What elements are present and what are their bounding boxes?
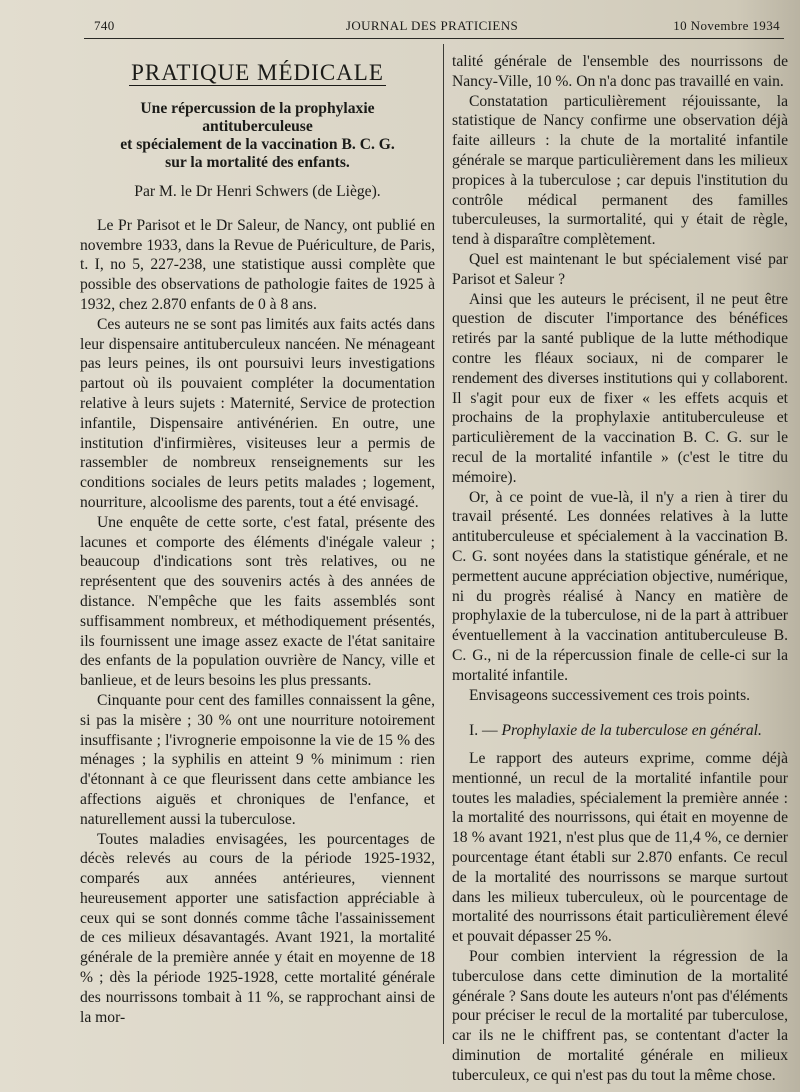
section-title: Prophylaxie de la tuberculose en général.: [501, 722, 762, 740]
page-header: [84, 16, 780, 40]
article-title-line: Une répercussion de la prophylaxie: [140, 100, 375, 117]
paragraph: Or, à ce point de vue-là, il n'y a rien à tirer du travail présenté. Les données relatives à la lutte antituberculeuse et spécialement à la vaccination B. C. G. sont noyées dans la statistique générale, et ne permettent aucune appréciation objective, numérique, ni du progrès réalisé à Nancy en matière de prophylaxie de la tuberculose, ni de la part à attribuer éventuellement à la vaccination antituberculeuse B. C. G., ni de la répercussion finale de celle-ci sur la mortalité infantile.: [452, 488, 788, 684]
paragraph: Quel est maintenant le but spécialement visé par Parisot et Saleur ?: [452, 250, 788, 288]
article-title-line: sur la mortalité des enfants.: [165, 154, 350, 171]
paragraph: Une enquête de cette sorte, c'est fatal, présente des lacunes et comporte des éléments d'inégale valeur ; beaucoup d'indications sont très relatives, ou ne représentent que des souvenirs actés à des années de distance. N'empêche que les faits assemblés sont suffisamment nombreux, et méthodiquement présentés, ils fournissent une image assez exacte de l'état sanitaire des enfants de la population ouvrière de Nancy, ville et banlieue, et de leurs besoins les plus pressants.: [80, 513, 435, 690]
paragraph: talité générale de l'ensemble des nourrissons de Nancy-Ville, 10 %. On n'a donc pas travaillé en vain.: [452, 53, 788, 90]
paragraph: Ces auteurs ne se sont pas limités aux faits actés dans leur dispensaire antituberculeux nancéen. Ne ménageant pas leurs peines, ils ont poursuivi leurs investigations partout où ils pouvaient compléter la documentation relative à leurs sujets : Maternité, Service de protection infantile, Dispensaire antivénérien. En outre, une institution d'infirmières, visiteuses leur a permis de rassembler de nombreux renseignements sur les conditions sociales de leurs petits malades ; logement, nourriture, alcoolisme des parents, tout a été envisagé.: [80, 315, 435, 511]
article-title: [80, 100, 435, 172]
header-rule: [84, 38, 784, 39]
paragraph: Toutes maladies envisagées, les pourcentages de décès relevés au cours de la période 1925-1932, comparés aux années antérieures, viennent heureusement apporter une satisfaction appréciable à ceux qui se sont donnés comme tâche l'assainissement de ces milieux désavantagés. Avant 1921, la mortalité générale de la première année y était en moyenne de 18 % ; dès la période 1925-1928, cette mortalité générale des nourrissons tombait à 11 %, se rapprochant ainsi de la mor-: [80, 830, 435, 1026]
page-number: 740: [94, 18, 115, 33]
paragraph: Ainsi que les auteurs le précisent, il ne peut être question de discuter l'importance des bénéfices retirés par la santé publique de la lutte méthodique contre les fléaux sociaux, ni de comparer le rendement des diverses institutions qui y collaborent. Il s'agit pour eux de fixer « les effets acquis et prochains de la prophylaxie antituberculeuse et particulièrement de la vaccination B. C. G. sur le recul de la mortalité infantile » (c'est le titre du mémoire).: [452, 290, 788, 486]
paragraph: Constatation particulièrement réjouissante, la statistique de Nancy confirme une observation déjà faite ailleurs : la chute de la mortalité infantile générale se marque particulièrement dans les milieux propices à la tuberculose ; car depuis l'institution du contrôle médical permanent des familles tuberculeuses, la surmortalité, qui y était de règle, tend à disparaître complètement.: [452, 92, 788, 249]
paragraph: Envisageons successivement ces trois points.: [469, 686, 751, 704]
paragraph: Le rapport des auteurs exprime, comme déjà mentionné, un recul de la mortalité infantile pour toutes les maladies, spécialement la première année : la mortalité des nourrissons, qui était en moyenne de 18 % avant 1921, n'est plus que de 11,4 %, ce dernier pourcentage étant établi sur 2.870 enfants. Ce recul de la mortalité des nourrissons se marque surtout dans les milieux tuberculeux, où le pourcentage de mortalité des nourrissons était particulièrement élevé et pouvait dépasser 25 %.: [452, 750, 788, 946]
article-title-line: antituberculeuse: [202, 118, 313, 135]
section-number: I. —: [469, 722, 498, 740]
paragraph: Pour combien intervient la régression de la tuberculose dans cette diminution de la mortalité générale ? Sans doute les auteurs n'ont pas d'éléments pour préciser le recul de la mortalité par tuberculose, car ils ne le chiffrent pas, se contentant d'acter la diminution de mortalité générale en milieux tuberculeux, ce qui n'est pas du tout la même chose.: [452, 948, 788, 1084]
column-divider: [443, 44, 444, 1044]
issue-date: 10 Novembre 1934: [673, 18, 780, 33]
left-column: [80, 52, 435, 1027]
journal-title: JOURNAL DES PRATICIENS: [345, 18, 519, 33]
section-rubric: PRATIQUE MÉDICALE: [131, 60, 384, 85]
section-heading: [452, 721, 788, 741]
paragraph: Le Pr Parisot et le Dr Saleur, de Nancy, ont publié en novembre 1933, dans la Revue de Puériculture, de Paris, t. I, no 5, 227-238, une statistique aussi complète que possible des observations de pathologie faites de 1925 à 1932, chez 2.870 enfants de 0 à 8 ans.: [80, 216, 435, 313]
article-byline: Par M. le Dr Henri Schwers (de Liège).: [134, 183, 381, 200]
right-column: [452, 52, 788, 1086]
paragraph: Cinquante pour cent des familles connaissent la gêne, si pas la misère ; 30 % ont une nourriture notoirement insuffisante ; l'ivrognerie empoisonne la vie de 15 % des ménages ; la syphilis en atteint 9 % minimum : rien d'étonnant à ce que fleurissent dans cette ambiance les affections aiguës et chroniques de l'enfance, et naturellement aussi la tuberculose.: [80, 691, 435, 828]
article-title-line: et spécialement de la vaccination B. C. G.: [120, 136, 395, 153]
